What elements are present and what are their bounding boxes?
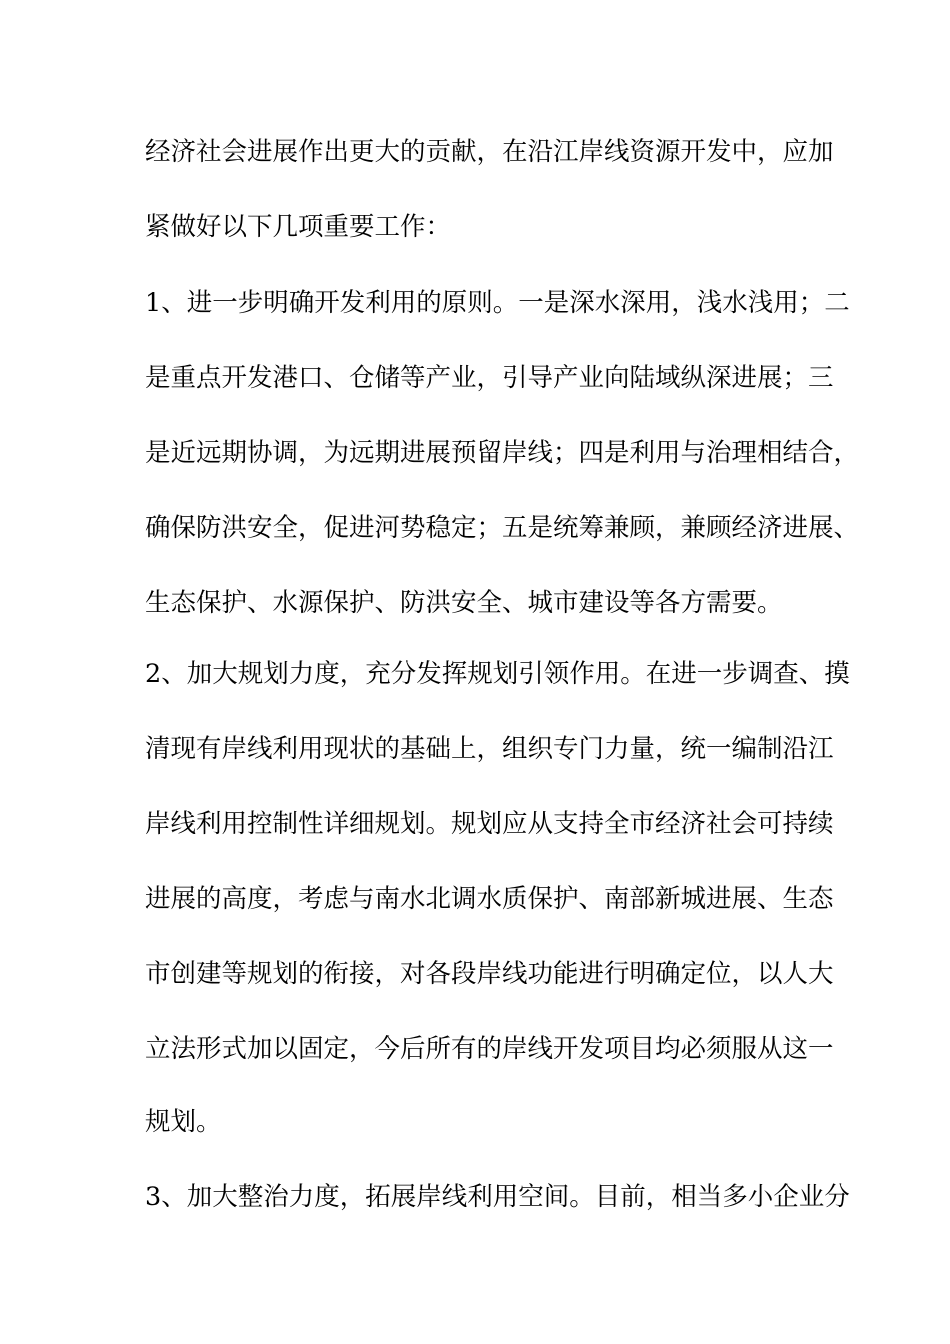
- list-item-1-line: 1、进一步明确开发利用的原则。一是深水深用，浅水浅用；二: [145, 288, 850, 318]
- paragraph-line: 岸线利用控制性详细规划。规划应从支持全市经济社会可持续: [145, 809, 834, 839]
- paragraph-line: 经济社会进展作出更大的贡献，在沿江岸线资源开发中，应加: [145, 137, 834, 167]
- paragraph-line: 清现有岸线利用现状的基础上，组织专门力量，统一编制沿江: [145, 734, 834, 764]
- paragraph-line: 市创建等规划的衔接，对各段岸线功能进行明确定位，以人大: [145, 959, 834, 989]
- paragraph-line: 立法形式加以固定，今后所有的岸线开发项目均必须服从这一: [145, 1034, 834, 1064]
- paragraph-line: 规划。: [145, 1107, 222, 1137]
- list-item-3-line: 3、加大整治力度，拓展岸线利用空间。目前，相当多小企业分: [145, 1182, 850, 1212]
- paragraph-line: 进展的高度，考虑与南水北调水质保护、南部新城进展、生态: [145, 884, 834, 914]
- paragraph-line: 紧做好以下几项重要工作：: [145, 212, 452, 242]
- paragraph-line: 是近远期协调，为远期进展预留岸线；四是利用与治理相结合，: [145, 438, 860, 468]
- paragraph-line: 生态保护、水源保护、防洪安全、城市建设等各方需要。: [145, 588, 783, 618]
- paragraph-line: 确保防洪安全，促进河势稳定；五是统筹兼顾，兼顾经济进展、: [145, 513, 860, 543]
- list-item-2-line: 2、加大规划力度，充分发挥规划引领作用。在进一步调查、摸: [145, 659, 850, 689]
- paragraph-line: 是重点开发港口、仓储等产业，引导产业向陆域纵深进展；三: [145, 363, 834, 393]
